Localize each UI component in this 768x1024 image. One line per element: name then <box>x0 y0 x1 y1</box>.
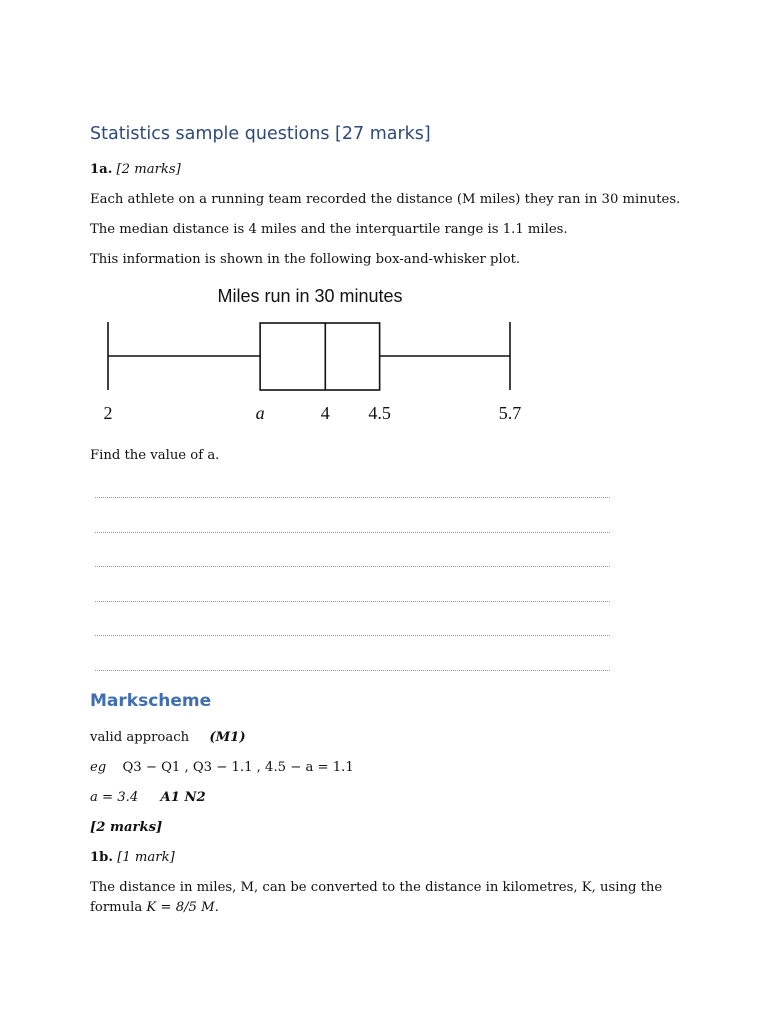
tick-label: 2 <box>103 403 113 423</box>
question-number: 1b. <box>90 850 113 865</box>
answer-line[interactable] <box>95 566 610 567</box>
answer-line[interactable] <box>95 497 610 498</box>
markscheme-answer <box>90 790 206 805</box>
tick-label: a <box>255 403 265 423</box>
quartile-box <box>260 323 380 390</box>
answer-marks: A1 N2 <box>160 790 206 805</box>
chart-title: Miles run in 30 minutes <box>217 286 403 306</box>
answer-line[interactable] <box>95 601 610 602</box>
question-1a-header <box>90 162 181 177</box>
question-1b-text-line-1: The distance in miles, M, can be converted to the distance in kilometres, K, using the <box>90 880 663 895</box>
eg-expression: Q3 − Q1 , Q3 − 1.1 , 4.5 − a = 1.1 <box>122 760 354 775</box>
tick-label: 4.5 <box>368 403 391 423</box>
markscheme-example <box>90 760 354 775</box>
answer-line[interactable] <box>95 670 610 671</box>
question-marks: [2 marks] <box>116 162 181 177</box>
question-text-line-2: The median distance is 4 miles and the interquartile range is 1.1 miles. <box>90 222 568 237</box>
question-1b-text-line-2 <box>90 900 219 915</box>
tick-label: 4 <box>320 403 330 423</box>
box-and-whisker-plot <box>90 280 550 430</box>
find-value-prompt: Find the value of a. <box>90 448 220 463</box>
question-text-line-3: This information is shown in the following box-and-whisker plot. <box>90 252 521 267</box>
question-text-line-1: Each athlete on a running team recorded the distance (M miles) they ran in 30 minutes. <box>90 192 681 207</box>
markscheme-total: [2 marks] <box>90 820 163 835</box>
question-number: 1a. <box>90 162 113 177</box>
markscheme-approach <box>90 730 246 745</box>
answer-line[interactable] <box>95 532 610 533</box>
conversion-formula: K = 8/5 M. <box>146 900 219 915</box>
answer-value: a = 3.4 <box>90 790 139 805</box>
answer-line[interactable] <box>95 635 610 636</box>
approach-text: valid approach <box>90 730 190 745</box>
page-title: Statistics sample questions [27 marks] <box>90 124 431 144</box>
tick-label: 5.7 <box>498 403 522 423</box>
question-1b-header <box>90 850 175 865</box>
formula-prefix: formula <box>90 900 143 915</box>
question-marks: [1 mark] <box>117 850 175 865</box>
eg-label: eg <box>90 760 107 775</box>
approach-mark: (M1) <box>209 730 246 745</box>
markscheme-title: Markscheme <box>90 691 212 711</box>
